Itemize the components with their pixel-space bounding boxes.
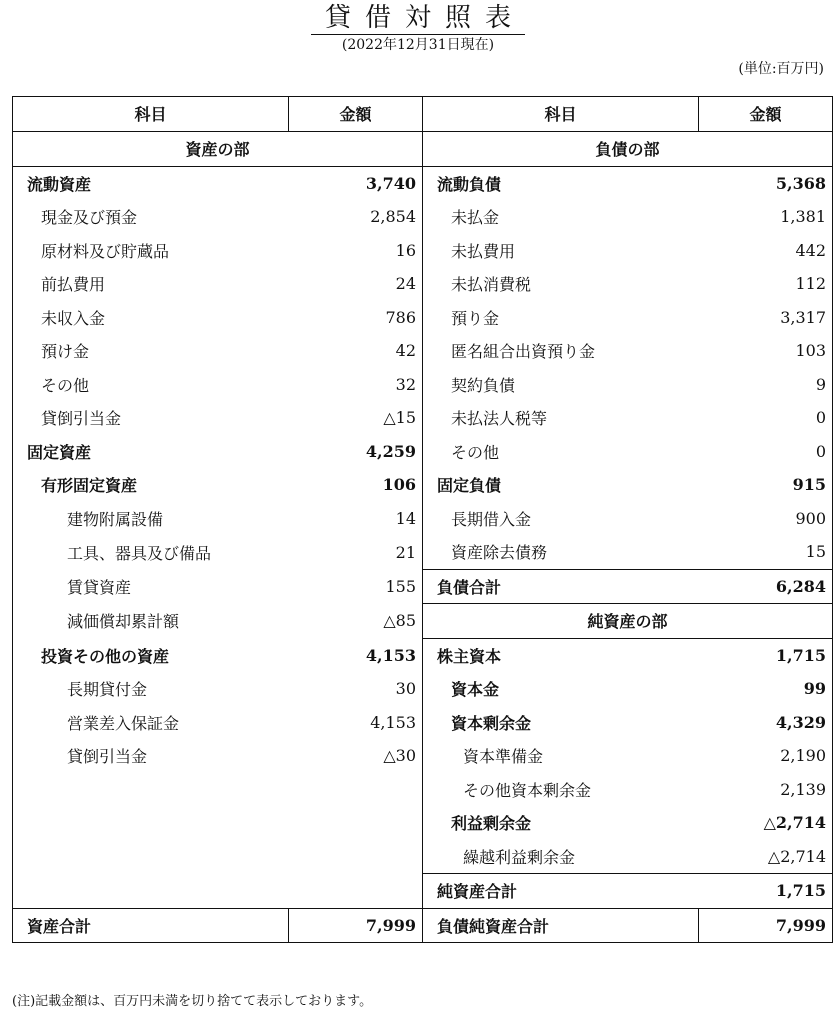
table-row — [13, 234, 833, 268]
asset-value: 155 — [289, 569, 423, 604]
asset-value: 4,153 — [289, 638, 423, 672]
net-asset-value: 99 — [699, 672, 833, 706]
asset-label: 長期貸付金 — [13, 672, 289, 706]
table-row — [13, 840, 833, 874]
asset-label: 流動資産 — [13, 166, 289, 200]
table-row — [13, 569, 833, 604]
liability-value: 0 — [699, 435, 833, 469]
section-assets: 資産の部 — [13, 131, 423, 166]
asset-value: 4,153 — [289, 706, 423, 740]
liability-value: 442 — [699, 234, 833, 268]
table-row — [13, 468, 833, 502]
empty-cell — [13, 806, 289, 840]
header-amount-right: 金額 — [699, 97, 833, 132]
net-asset-label: 資本準備金 — [423, 739, 699, 773]
empty-cell — [289, 806, 423, 840]
asset-label: 預け金 — [13, 334, 289, 368]
header-amount-left: 金額 — [289, 97, 423, 132]
table-row — [13, 200, 833, 234]
table-row — [13, 301, 833, 335]
asset-label: 原材料及び貯蔵品 — [13, 234, 289, 268]
liability-label: 契約負債 — [423, 368, 699, 402]
section-row — [13, 131, 833, 166]
liabilities-total-label: 負債合計 — [423, 569, 699, 604]
empty-cell — [289, 874, 423, 909]
totals-row — [13, 908, 833, 943]
liability-value: 9 — [699, 368, 833, 402]
asset-label: 減価償却累計額 — [13, 604, 289, 639]
net-asset-value: △2,714 — [699, 806, 833, 840]
asset-label: 前払費用 — [13, 267, 289, 301]
net-asset-label: 資本剰余金 — [423, 706, 699, 740]
empty-cell — [289, 773, 423, 807]
liability-label: 固定負債 — [423, 468, 699, 502]
asset-value: △30 — [289, 739, 423, 773]
table-row — [13, 267, 833, 301]
table-row — [13, 604, 833, 639]
liability-label: 資産除去債務 — [423, 535, 699, 569]
footnote: (注)記載金額は、百万円未満を切り捨てて表示しております。 — [12, 994, 373, 1009]
asset-value: 106 — [289, 468, 423, 502]
table-row — [13, 773, 833, 807]
empty-cell — [289, 840, 423, 874]
net-asset-value: 1,715 — [699, 638, 833, 672]
liability-label: 未払費用 — [423, 234, 699, 268]
section-liabilities: 負債の部 — [423, 131, 833, 166]
net-asset-value: 2,139 — [699, 773, 833, 807]
asset-label: 建物附属設備 — [13, 502, 289, 536]
assets-total-label: 資産合計 — [13, 908, 289, 943]
asset-value: 786 — [289, 301, 423, 335]
liability-value: 112 — [699, 267, 833, 301]
table-row — [13, 502, 833, 536]
liability-label: 未払消費税 — [423, 267, 699, 301]
liab-net-total-label: 負債純資産合計 — [423, 908, 699, 943]
asset-label: 固定資産 — [13, 435, 289, 469]
asset-label: 有形固定資産 — [13, 468, 289, 502]
table-row — [13, 435, 833, 469]
asset-value: 3,740 — [289, 166, 423, 200]
asset-value: 42 — [289, 334, 423, 368]
unit-label: (単位:百万円) — [738, 61, 824, 77]
asset-value: 21 — [289, 535, 423, 569]
section-net-assets: 純資産の部 — [423, 604, 833, 639]
net-asset-label: 資本金 — [423, 672, 699, 706]
table-row — [13, 706, 833, 740]
balance-sheet-table — [12, 96, 833, 943]
asset-label: 営業差入保証金 — [13, 706, 289, 740]
net-asset-label: 株主資本 — [423, 638, 699, 672]
empty-cell — [13, 874, 289, 909]
asset-value: △15 — [289, 401, 423, 435]
liabilities-total-value: 6,284 — [699, 569, 833, 604]
table-row — [13, 638, 833, 672]
asset-value: 30 — [289, 672, 423, 706]
liability-value: 0 — [699, 401, 833, 435]
as-of-date: (2022年12月31日現在) — [341, 37, 495, 53]
asset-value: 2,854 — [289, 200, 423, 234]
document-title-wrap — [0, 2, 836, 35]
table-row — [13, 334, 833, 368]
net-asset-value: 2,190 — [699, 739, 833, 773]
net-assets-total-value: 1,715 — [699, 874, 833, 909]
liability-label: 未払法人税等 — [423, 401, 699, 435]
liability-label: 未払金 — [423, 200, 699, 234]
table-row — [13, 806, 833, 840]
table-row — [13, 672, 833, 706]
net-assets-total-label: 純資産合計 — [423, 874, 699, 909]
asset-value: 32 — [289, 368, 423, 402]
asset-label: 賃貸資産 — [13, 569, 289, 604]
table-row — [13, 368, 833, 402]
net-asset-label: 利益剰余金 — [423, 806, 699, 840]
table-row — [13, 739, 833, 773]
net-asset-label: その他資本剰余金 — [423, 773, 699, 807]
table-row — [13, 166, 833, 200]
table-row — [13, 401, 833, 435]
asset-value: 14 — [289, 502, 423, 536]
table-row — [13, 535, 833, 569]
liability-label: 流動負債 — [423, 166, 699, 200]
empty-cell — [13, 840, 289, 874]
liability-value: 15 — [699, 535, 833, 569]
net-asset-value: △2,714 — [699, 840, 833, 874]
liability-value: 3,317 — [699, 301, 833, 335]
header-row — [13, 97, 833, 132]
asset-value: 24 — [289, 267, 423, 301]
asset-label: 貸倒引当金 — [13, 739, 289, 773]
document-title: 貸借対照表 — [311, 2, 525, 35]
liability-value: 5,368 — [699, 166, 833, 200]
header-item-left: 科目 — [13, 97, 289, 132]
liability-value: 900 — [699, 502, 833, 536]
net-asset-value: 4,329 — [699, 706, 833, 740]
liability-value: 915 — [699, 468, 833, 502]
header-item-right: 科目 — [423, 97, 699, 132]
liability-label: 長期借入金 — [423, 502, 699, 536]
asset-label: 現金及び預金 — [13, 200, 289, 234]
asset-label: 未収入金 — [13, 301, 289, 335]
liability-label: 匿名組合出資預り金 — [423, 334, 699, 368]
liability-label: その他 — [423, 435, 699, 469]
liab-net-total-value: 7,999 — [699, 908, 833, 943]
asset-value: △85 — [289, 604, 423, 639]
asset-label: 工具、器具及び備品 — [13, 535, 289, 569]
liability-value: 1,381 — [699, 200, 833, 234]
asset-label: 投資その他の資産 — [13, 638, 289, 672]
table-row — [13, 874, 833, 909]
asset-label: その他 — [13, 368, 289, 402]
liability-label: 預り金 — [423, 301, 699, 335]
liability-value: 103 — [699, 334, 833, 368]
asset-value: 4,259 — [289, 435, 423, 469]
assets-total-value: 7,999 — [289, 908, 423, 943]
empty-cell — [13, 773, 289, 807]
asset-value: 16 — [289, 234, 423, 268]
asset-label: 貸倒引当金 — [13, 401, 289, 435]
net-asset-label: 繰越利益剰余金 — [423, 840, 699, 874]
